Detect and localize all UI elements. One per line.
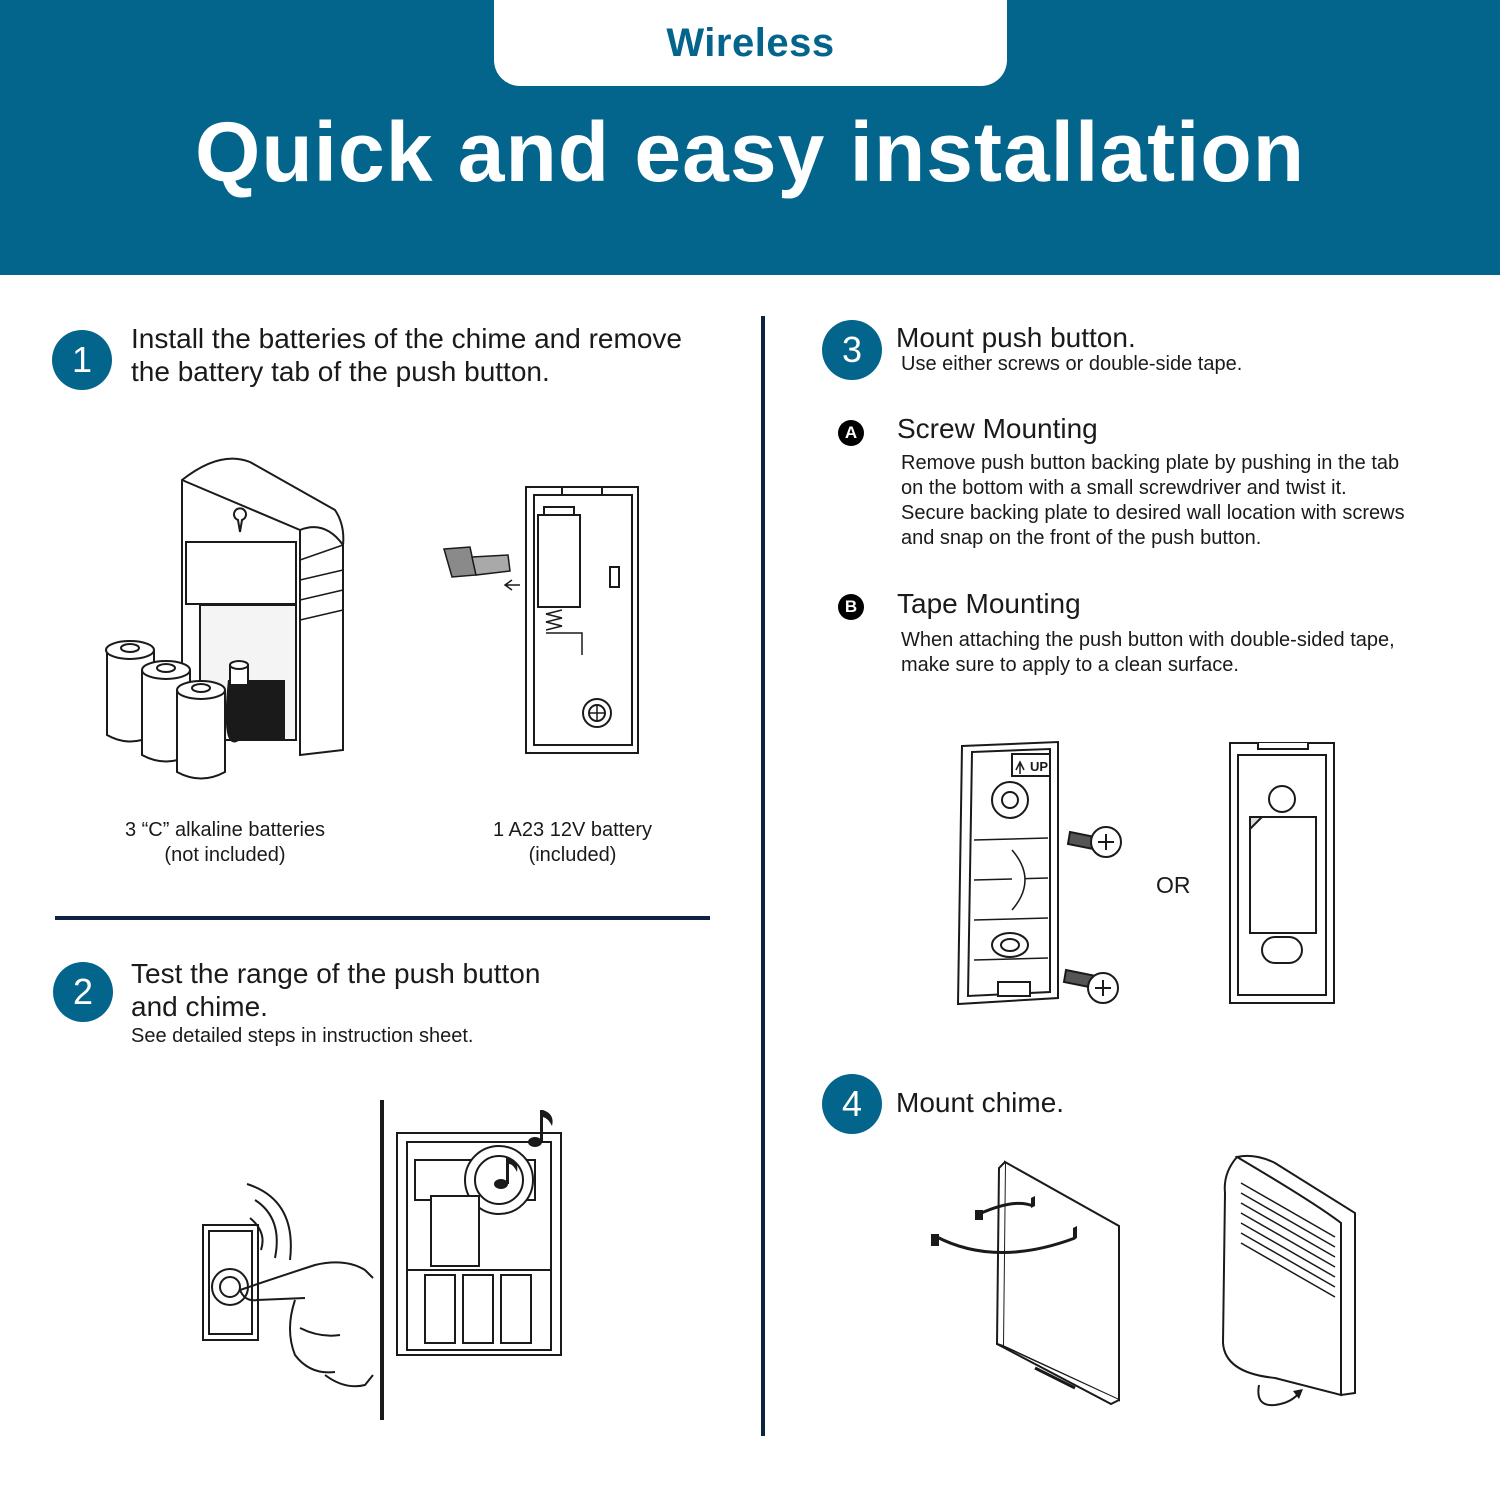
wireless-label: Wireless [666, 20, 835, 65]
screw-mounting-line4: and snap on the front of the push button. [901, 527, 1262, 549]
step-3-title: Mount push button. [896, 322, 1136, 353]
a23-caption-line1: 1 A23 12V battery [492, 819, 652, 841]
step-1-badge [52, 330, 112, 390]
batteries-caption-line2: (not included) [164, 844, 286, 866]
push-button-tape-illustration [1228, 741, 1336, 1005]
step-4-title: Mount chime. [896, 1087, 1065, 1118]
horizontal-divider [55, 916, 710, 920]
option-a-letter: A [844, 423, 858, 442]
tape-mounting-line2: make sure to apply to a clean surface. [901, 654, 1239, 676]
option-b-badge [838, 594, 864, 620]
step-3-number: 3 [841, 329, 863, 370]
step-2-number: 2 [72, 971, 94, 1012]
option-b-letter: B [844, 597, 858, 616]
step-2-subtitle: See detailed steps in instruction sheet. [131, 1025, 474, 1047]
screw-mounting-line1: Remove push button backing plate by pushing in the tab [901, 452, 1400, 474]
backing-plate-screws-illustration [950, 740, 1125, 1008]
batteries-caption [100, 818, 350, 868]
press-test-illustration [195, 1100, 570, 1420]
screw-mounting-instructions [901, 451, 1405, 551]
chime-with-batteries-illustration [100, 450, 350, 785]
push-button-battery-illustration [442, 485, 642, 755]
screw-mounting-line2: on the bottom with a small screwdriver and twist it. [901, 477, 1347, 499]
step-1-number: 1 [71, 339, 93, 380]
vertical-divider [761, 316, 765, 1436]
step-1-title-line2: the battery tab of the push button. [131, 356, 550, 387]
a23-caption-line2: (included) [528, 844, 617, 866]
step-3-subtitle: Use either screws or double-side tape. [901, 353, 1243, 375]
a23-battery-caption [455, 818, 690, 868]
step-1-title [131, 322, 682, 388]
tape-mounting-instructions [901, 628, 1395, 678]
up-label: UP [1030, 759, 1049, 774]
page-title: Quick and easy installation [194, 105, 1306, 199]
step-1-title-line1: Install the batteries of the chime and remove [131, 323, 682, 354]
tape-mounting-title: Tape Mounting [897, 588, 1081, 619]
chime-unit-illustration [1215, 1153, 1360, 1411]
step-4-number: 4 [841, 1083, 863, 1124]
option-a-badge [838, 420, 864, 446]
chime-backplate-illustration [925, 1158, 1125, 1408]
step-4-badge [822, 1074, 882, 1134]
wireless-tab [494, 0, 1007, 86]
tape-mounting-line1: When attaching the push button with double-sided tape, [901, 629, 1395, 651]
step-2-title-line1: Test the range of the push button [131, 958, 541, 989]
step-3-badge [822, 320, 882, 380]
or-label: OR [1156, 872, 1191, 898]
screw-mounting-line3: Secure backing plate to desired wall location with screws [901, 502, 1405, 524]
screw-mounting-title: Screw Mounting [897, 413, 1098, 444]
step-2-title [131, 957, 540, 1023]
step-2-title-line2: and chime. [131, 991, 268, 1022]
step-2-badge [53, 962, 113, 1022]
batteries-caption-line1: 3 “C” alkaline batteries [124, 819, 326, 841]
header-banner [0, 0, 1500, 275]
